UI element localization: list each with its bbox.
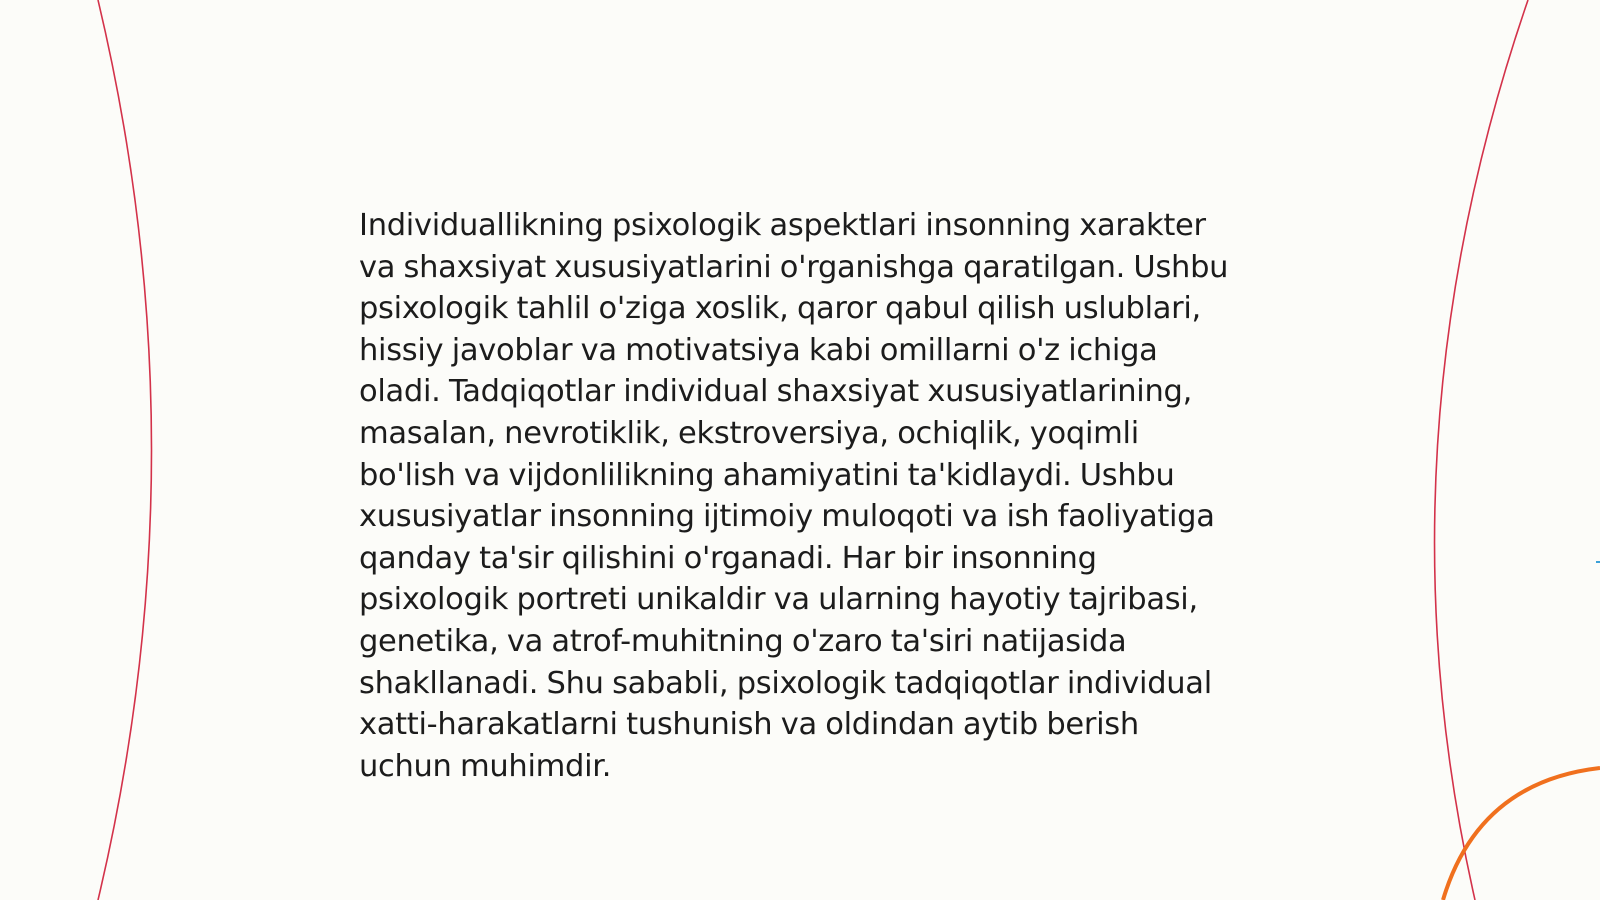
body-paragraph: Individuallikning psixologik aspektlari insonning xarakter va shaxsiyat xususiyatlarini o'rganishga qaratilgan. Ushbu psixologik tahlil o'ziga xoslik, qaror qabul qilish uslublari, hissiy javoblar va motivatsiya kabi omillarni o'z ichiga oladi. Tadqiqotlar individual shaxsiyat xususiyatlarining, masalan, nevrotiklik, ekstroversiya, ochiqlik, yoqimli bo'lish va vijdonlilikning ahamiyatini ta'kidlaydi. Ushbu xususiyatlar insonning ijtimoiy muloqoti va ish faoliyatiga qanday ta'sir qilishini o'rganadi. Har bir insonning psixologik portreti unikaldir va ularning hayotiy tajribasi, genetika, va atrof-muhitning o'zaro ta'siri natijasida shakllanadi. Shu sababli, psixologik tadqiqotlar individual xatti-harakatlarni tushunish va oldindan aytib berish uchun muhimdir. <box>359 208 1229 784</box>
left-curve-line <box>98 0 152 900</box>
right-curve-line <box>1435 0 1528 900</box>
orange-arc <box>1443 768 1600 900</box>
